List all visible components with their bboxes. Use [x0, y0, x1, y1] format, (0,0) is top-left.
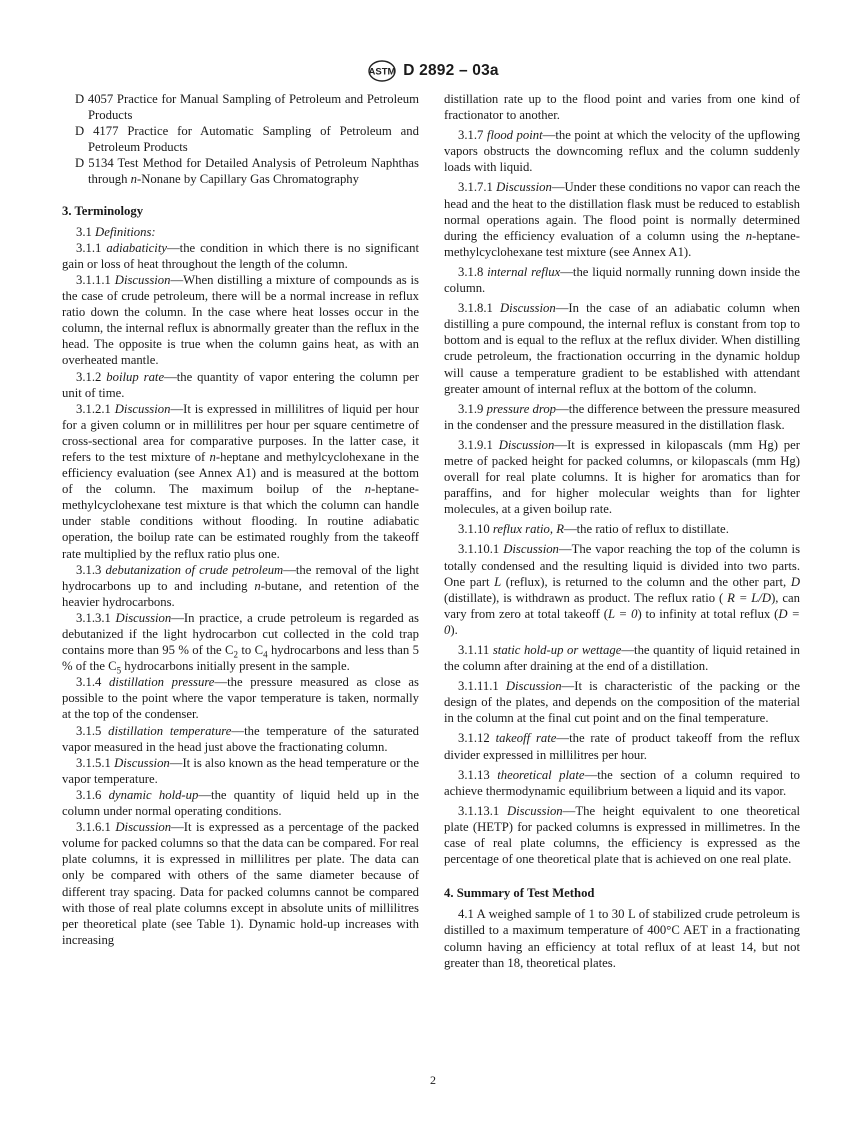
paragraph-3-1-11: 3.1.11 static hold-up or wettage—the quantity of liquid retained in the column after draining at the end of a distillation. — [444, 643, 801, 674]
astm-logo-icon — [367, 60, 397, 82]
paragraph-3-1-11-1: 3.1.11.1 Discussion—It is characteristic of the packing or the design of the plates, and depends on the composition of the material in the column at the final cut point and on the final temperature. — [444, 679, 800, 726]
paragraph-3-1-1-1: 3.1.1.1 Discussion—When distilling a mixture of compounds as is the case of crude petroleum, there will be a normal increase in reflux ratio down the column. In the case where heat losses occur in the column, the internal reflux is abnormally greater than the reflux in the head. The opposite is true when the column gains heat, as with an overheated mantle. — [62, 272, 419, 368]
paragraph-3-1-3: 3.1.3 debutanization of crude petroleum—the removal of the light hydrocarbons up to and including n-butane, and retention of the heavier hydrocarbons. — [62, 562, 419, 609]
reference-d4057: D 4057 Practice for Manual Sampling of Petroleum and Petroleum Products — [75, 92, 419, 123]
paragraph-continuation: distillation rate up to the flood point and varies from one kind of fractionator to another. — [444, 92, 800, 123]
paragraph-3-1-6: 3.1.6 dynamic hold-up—the quantity of liquid held up in the column under normal operating conditions. — [62, 787, 420, 819]
paragraph-3-1-1: 3.1.1 adiabaticity—the condition in which there is no significant gain or loss of heat throughout the length of the column. — [62, 240, 419, 271]
page-number: 2 — [430, 1073, 436, 1087]
section-heading-summary: 4. Summary of Test Method — [444, 886, 595, 901]
paragraph-3-1-7-1: 3.1.7.1 Discussion—Under these conditions no vapor can reach the head and the heat to the distillation flask must be reduced to establish normal operations again. The flood point is normally determined during the efficiency evaluation of a column using the n-heptane-methylcyclohexane test mixture (see Annex A1). — [444, 180, 800, 259]
standard-designation: D 2892 – 03a — [403, 62, 499, 79]
svg-text:ASTM: ASTM — [368, 66, 396, 78]
left-column — [62, 91, 419, 948]
paragraph-3-1-10: 3.1.10 reflux ratio, R—the ratio of reflux to distillate. — [458, 522, 729, 537]
paragraph-3-1-7: 3.1.7 flood point—the point at which the velocity of the upflowing vapors obstructs the downcoming reflux and the column suddenly loads with liquid. — [444, 128, 801, 175]
paragraph-3-1-10-1: 3.1.10.1 Discussion—The vapor reaching the top of the column is totally condensed and the resulting liquid is divided into two parts. One part L (reflux), is returned to the column and the other part, D (distillate), is withdrawn as product. The reflux ratio ( R = L/D), can vary from zero at total takeoff (L = 0) to infinity at total reflux (D = 0). — [444, 542, 801, 637]
paragraph-3-1-5-1: 3.1.5.1 Discussion—It is also known as the head temperature or the vapor temperature. — [62, 755, 419, 786]
paragraph-3-1-3-1: 3.1.3.1 Discussion—In practice, a crude petroleum is regarded as debutanized if the light hydrocarbon cut collected in the cold trap contains more than 95 % of the $C_2$ to $C_4$ hydrocarbons and less than 5 % of the $C_5$ hydrocarbons initially present in the sample. — [62, 610, 419, 676]
section-heading-terminology: 3. Terminology — [62, 203, 144, 218]
paragraph-3-1: 3.1 Definitions: — [76, 224, 156, 239]
paragraph-3-1-9: 3.1.9 pressure drop—the difference between the pressure measured in the condenser and the pressure measured in the distillation flask. — [444, 401, 801, 432]
reference-d5134: D 5134 Test Method for Detailed Analysis of Petroleum Naphthas through n-Nonane by Capillary Gas Chromatography — [75, 156, 419, 187]
paragraph-3-1-9-1: 3.1.9.1 Discussion—It is expressed in kilopascals (mm Hg) per metre of packed height for packed columns, or kilopascals (mm Hg) overall for real plate columns. It is higher for aromatics than for paraffins, and for higher molecular weights than for lighter molecules, at a given boilup rate. — [444, 437, 800, 517]
paragraph-4-1: 4.1 A weighed sample of 1 to 30 L of stabilized crude petroleum is distilled to a maximum temperature of 400°C AET in a fractionating column having an efficiency at total reflux of at least 14, but not greater than 18, theoretical plates. — [444, 907, 800, 970]
paragraph-3-1-2: 3.1.2 boilup rate—the quantity of vapor entering the column per unit of time. — [62, 369, 419, 400]
paragraph-3-1-5: 3.1.5 distillation temperature—the temperature of the saturated vapor measured in the head just above the fractionating column. — [62, 723, 420, 754]
page-header — [0, 58, 866, 84]
right-column — [444, 91, 800, 971]
paragraph-3-1-13-1: 3.1.13.1 Discussion—The height equivalent to one theoretical plate (HETP) for packed columns is expressed in millimetres. In the case of real plate columns, the efficiency is expressed as the percentage of one theoretical plate that is achieved on one real plate. — [444, 803, 800, 867]
paragraph-3-1-2-1: 3.1.2.1 Discussion—It is expressed in millilitres of liquid per hour for a given column or in millilitres per hour per square centimetre of cross-sectional area for comparative purposes. In the latter case, it refers to the test mixture of n-heptane and methylcyclohexane in the efficiency evaluation (see Annex A1) and is measured at the bottom of the column. The maximum boilup of the n-heptane-methylcyclohexane test mixture is that which the column can handle under stable conditions without flooding. In routine adiabatic operation, the boilup rate can be estimated roughly from the takeoff rate multiplied by the reflux ratio plus one. — [62, 401, 420, 561]
reference-d4177: D 4177 Practice for Automatic Sampling of Petroleum and Petroleum Products — [75, 124, 419, 155]
paragraph-3-1-4: 3.1.4 distillation pressure—the pressure measured as close as possible to the point where the vapor temperature is taken, normally at the top of the condenser. — [62, 675, 419, 722]
paragraph-3-1-8-1: 3.1.8.1 Discussion—In the case of an adiabatic column when distilling a pure compound, the internal reflux is constant from top to bottom and is equal to the reflux at the reflux divider. When distilling crude petroleum, the fractionation occurring in the dynamic holdup will cause a temperature gradient to be established with attendant greater amount of internal reflux at the bottom of the column. — [444, 301, 800, 396]
paragraph-3-1-6-1: 3.1.6.1 Discussion—It is expressed as a percentage of the packed volume for packed columns so that the data can be compared. For real plate columns, it is expressed in millilitres per plate. The data can only be compared with others of the same diameter because of different tray spacing. Data for packed columns cannot be compared with those of real plate columns except in absolute units of millilitres per theoretical plate (see Table 1). Dynamic hold-up increases with increasing — [62, 820, 419, 947]
paragraph-3-1-8: 3.1.8 internal reflux—the liquid normally running down inside the column. — [444, 264, 800, 296]
paragraph-3-1-12: 3.1.12 takeoff rate—the rate of product takeoff from the reflux divider expressed in millilitres per hour. — [444, 731, 800, 762]
paragraph-3-1-13: 3.1.13 theoretical plate—the section of a column required to achieve thermodynamic equilibrium between a liquid and its vapor. — [444, 767, 800, 798]
